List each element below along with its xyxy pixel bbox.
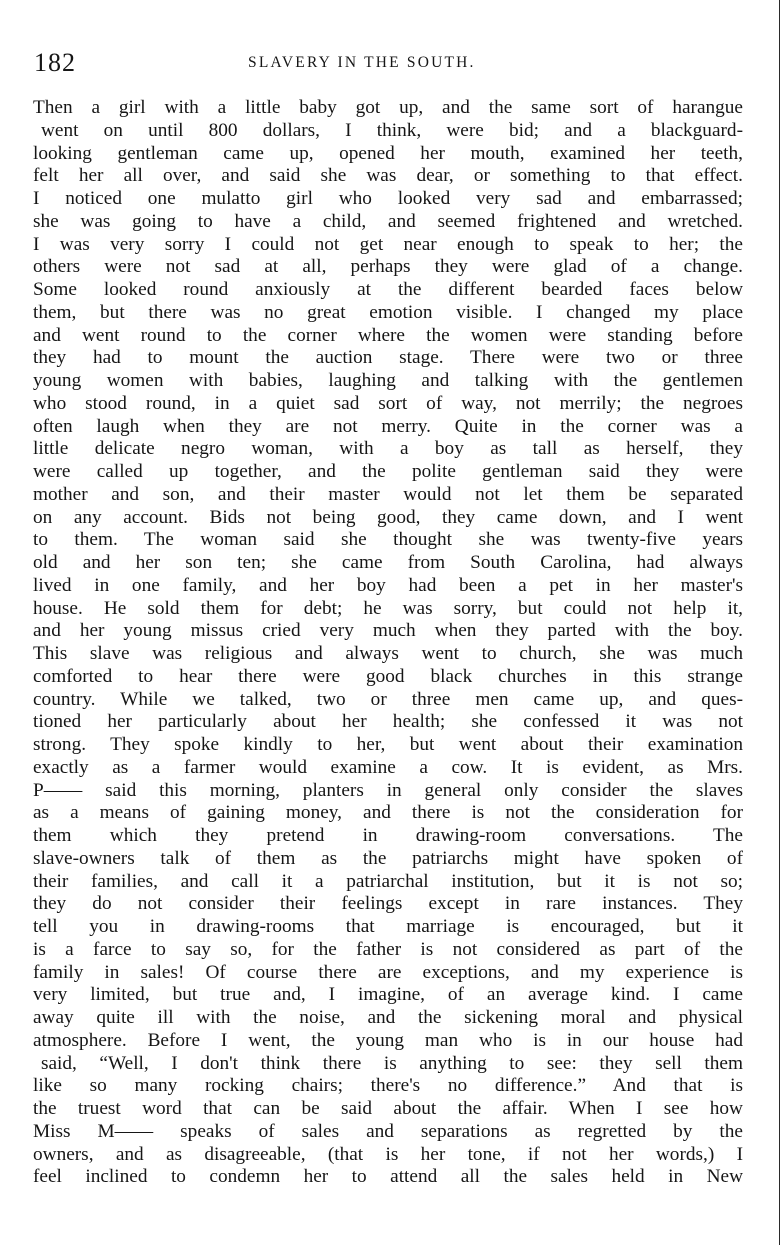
text-line: they do not consider their feelings except in rare instances. They	[33, 893, 743, 915]
text-line: strong. They spoke kindly to her, but went about their examination	[33, 734, 743, 755]
text-line: young women with babies, laughing and talking with the gentlemen	[33, 370, 743, 391]
text-line: who stood round, in a quiet sad sort of way, not merrily; the negroes	[33, 392, 743, 414]
text-line: I noticed one mulatto girl who looked very sad and embarrassed;	[33, 188, 743, 209]
text-line: tioned her particularly about her health; she confessed it was not	[33, 711, 743, 733]
text-line: often laugh when they are not merry. Quite in the corner was a	[33, 415, 743, 437]
text-line: them which they pretend in drawing-room conversations. The	[33, 825, 743, 846]
text-line: comforted to hear there were good black churches in this strange	[33, 665, 743, 687]
text-line: mother and son, and their master would not let them be separated	[33, 483, 743, 505]
text-line: atmosphere. Before I went, the young man who is in our house had	[33, 1029, 743, 1051]
text-line: to them. The woman said she thought she was twenty-five years	[33, 529, 743, 551]
text-line: felt her all over, and said she was dear, or something to that effect.	[33, 165, 743, 187]
text-line: feel inclined to condemn her to attend all the sales held in New	[33, 1166, 743, 1188]
text-line: tell you in drawing-rooms that marriage is encouraged, but it	[33, 916, 743, 937]
text-line: like so many rocking chairs; there's no difference.” And that is	[33, 1075, 743, 1097]
text-line: said, “Well, I don't think there is anything to see: they sell them	[41, 1052, 743, 1074]
text-line: Some looked round anxiously at the different bearded faces below	[33, 279, 743, 300]
text-line: their families, and call it a patriarchal institution, but it is not so;	[33, 870, 743, 892]
text-line: owners, and as disagreeable, (that is her tone, if not her words,) I	[33, 1143, 743, 1165]
page-edge-rule	[779, 0, 780, 1245]
text-line: P—— said this morning, planters in general only consider the slaves	[33, 779, 743, 801]
text-line: the truest word that can be said about the affair. When I see how	[33, 1098, 743, 1119]
text-line: others were not sad at all, perhaps they were glad of a change.	[33, 256, 743, 278]
text-line: I was very sorry I could not get near enough to speak to her; the	[33, 233, 743, 255]
text-line: country. While we talked, two or three men came up, and ques-	[33, 688, 743, 710]
text-line: Miss M—— speaks of sales and separations as regretted by the	[33, 1120, 743, 1142]
text-line: lived in one family, and her boy had been a pet in her master's	[33, 574, 743, 596]
text-line: is a farce to say so, for the father is not considered as part of the	[33, 938, 743, 960]
running-head: SLAVERY IN THE SOUTH.	[248, 54, 476, 71]
text-line: house. He sold them for debt; he was sorry, but could not help it,	[33, 597, 743, 619]
text-line: them, but there was no great emotion visible. I changed my place	[33, 301, 743, 323]
text-line: and went round to the corner where the women were standing before	[33, 324, 743, 346]
body-text	[33, 97, 743, 1189]
page-number: 182	[34, 48, 76, 77]
text-line: as a means of gaining money, and there is not the consideration for	[33, 802, 743, 824]
text-line: were called up together, and the polite gentleman said they were	[33, 461, 743, 482]
text-line: exactly as a farmer would examine a cow. It is evident, as Mrs.	[33, 756, 743, 778]
text-line: went on until 800 dollars, I think, were bid; and a blackguard-	[41, 119, 743, 141]
text-line: family in sales! Of course there are exceptions, and my experience is	[33, 961, 743, 983]
text-line: very limited, but true and, I imagine, of an average kind. I came	[33, 984, 743, 1006]
text-line: on any account. Bids not being good, they came down, and I went	[33, 506, 743, 528]
text-line: away quite ill with the noise, and the sickening moral and physical	[33, 1007, 743, 1028]
text-line: looking gentleman came up, opened her mouth, examined her teeth,	[33, 142, 743, 164]
text-line: Then a girl with a little baby got up, and the same sort of harangue	[33, 97, 743, 118]
text-line: This slave was religious and always went to church, she was much	[33, 643, 743, 664]
text-line: old and her son ten; she came from South Carolina, had always	[33, 552, 743, 573]
page-header	[34, 46, 742, 80]
text-line: they had to mount the auction stage. There were two or three	[33, 347, 743, 369]
text-line: slave-owners talk of them as the patriarchs might have spoken of	[33, 847, 743, 869]
text-line: little delicate negro woman, with a boy as tall as herself, they	[33, 438, 743, 460]
text-line: and her young missus cried very much when they parted with the boy.	[33, 620, 743, 642]
text-line: she was going to have a child, and seemed frightened and wretched.	[33, 210, 743, 232]
